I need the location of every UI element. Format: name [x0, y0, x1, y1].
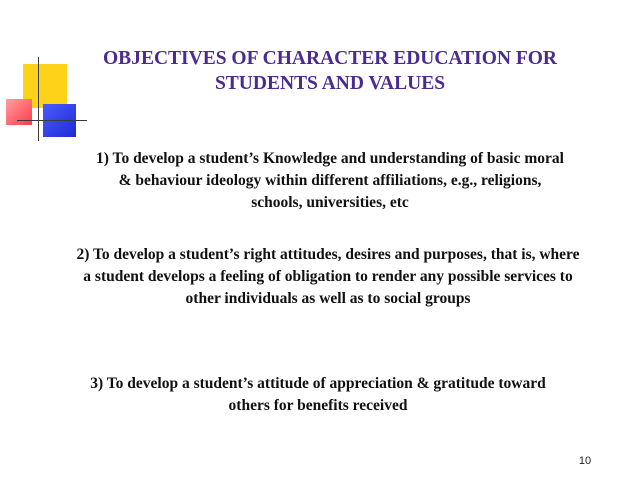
objective-line: 3) To develop a student’s attitude of appreciation & gratitude toward [90, 375, 546, 392]
slide-title [70, 46, 590, 96]
objective-line: a student develops a feeling of obligation to render any possible services to [83, 268, 573, 285]
objective-line: others for benefits received [228, 397, 408, 414]
objective-line: 2) To develop a student’s right attitudes, desires and purposes, that is, where [76, 246, 580, 263]
slide-title-line: STUDENTS AND VALUES [214, 73, 446, 94]
objective-line: 1) To develop a student’s Knowledge and understanding of basic moral [96, 150, 564, 167]
objective-line: schools, universities, etc [251, 194, 409, 211]
objective-line: other individuals as well as to social groups [185, 290, 471, 307]
decorative-horizontal-line [17, 120, 87, 121]
decorative-vertical-line [38, 57, 39, 141]
objective-2 [28, 244, 628, 310]
page-number: 10 [578, 455, 592, 467]
objective-line: & behaviour ideology within different affiliations, e.g., religions, [118, 172, 542, 189]
objective-1 [60, 148, 600, 214]
decorative-pink-square [6, 99, 32, 125]
slide-title-line: OBJECTIVES OF CHARACTER EDUCATION FOR [103, 48, 557, 69]
objective-3 [40, 373, 596, 417]
